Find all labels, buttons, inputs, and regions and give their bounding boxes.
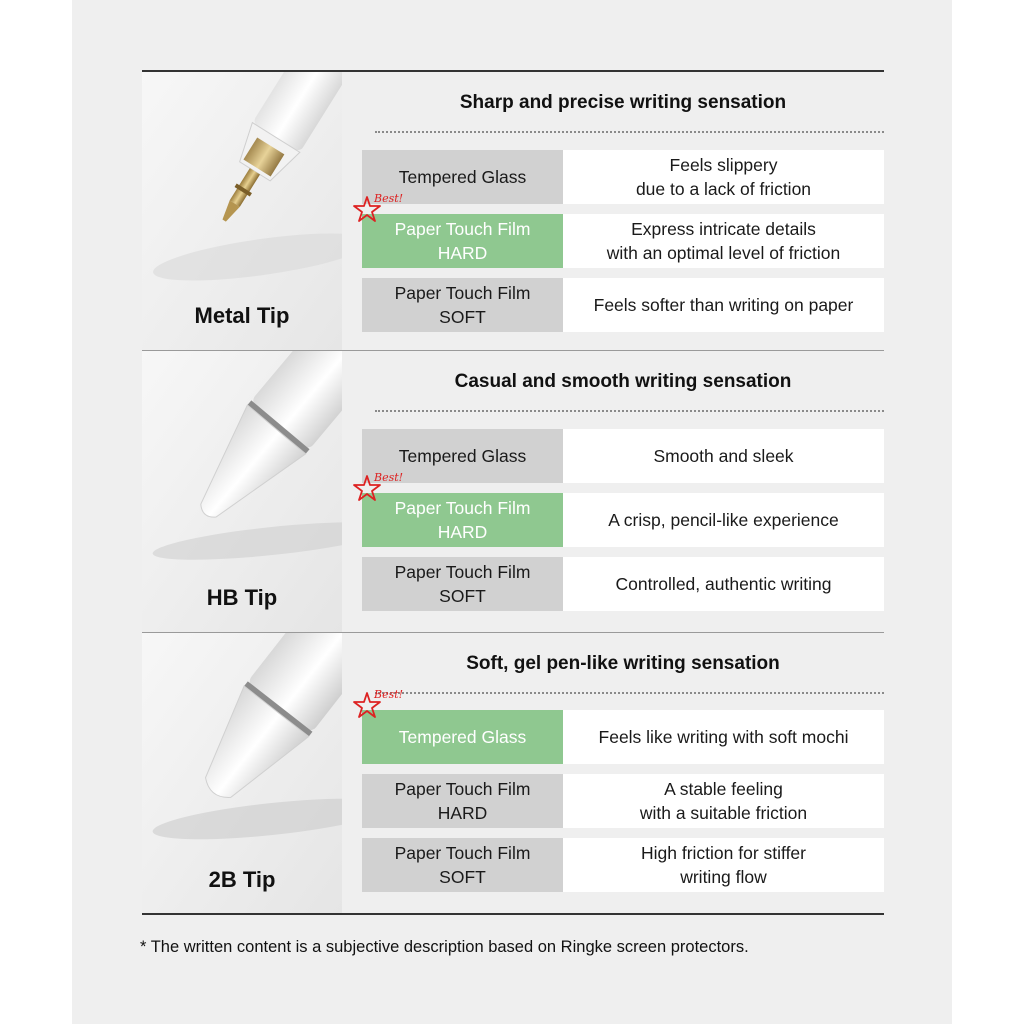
comparison-row xyxy=(362,150,884,204)
film-name: Paper Touch Film xyxy=(394,498,531,518)
description-line: Feels slippery xyxy=(669,155,778,175)
tip-label: 2B Tip xyxy=(208,867,276,892)
film-name: Tempered Glass xyxy=(398,167,527,187)
description-cell xyxy=(563,710,884,764)
description-cell xyxy=(563,429,884,483)
comparison-row xyxy=(362,838,884,892)
description-line: Smooth and sleek xyxy=(653,446,794,466)
description-line: High friction for stiffer xyxy=(640,843,806,863)
film-type-cell xyxy=(362,493,563,547)
dotted-divider xyxy=(375,692,884,694)
comparison-row xyxy=(362,774,884,828)
comparison-row xyxy=(362,278,884,332)
best-label: Best! xyxy=(374,471,404,484)
film-type-cell xyxy=(362,557,563,611)
description-cell xyxy=(563,278,884,332)
description-line: Feels softer than writing on paper xyxy=(593,295,854,315)
film-grade: SOFT xyxy=(439,867,486,887)
film-type-cell xyxy=(362,710,563,764)
description-cell xyxy=(563,493,884,547)
description-line: writing flow xyxy=(680,867,767,887)
film-name: Paper Touch Film xyxy=(394,219,531,239)
bottom-divider xyxy=(142,913,884,915)
section-title: Sharp and precise writing sensation xyxy=(459,92,787,113)
film-type-cell xyxy=(362,278,563,332)
section-2b-tip xyxy=(142,633,884,913)
best-label: Best! xyxy=(374,688,404,701)
film-name: Paper Touch Film xyxy=(394,779,531,799)
comparison-row xyxy=(362,557,884,611)
film-grade: SOFT xyxy=(439,307,486,327)
film-type-cell xyxy=(362,150,563,204)
dotted-divider xyxy=(375,410,884,412)
description-line: with a suitable friction xyxy=(639,803,808,823)
description-cell xyxy=(563,150,884,204)
description-line: Controlled, authentic writing xyxy=(615,574,832,594)
section-title: Soft, gel pen-like writing sensation xyxy=(466,653,780,674)
description-line: Express intricate details xyxy=(631,219,816,239)
film-grade: HARD xyxy=(437,803,488,823)
section-metal-tip xyxy=(142,72,884,350)
description-line: due to a lack of friction xyxy=(635,179,812,199)
film-name: Paper Touch Film xyxy=(394,283,531,303)
dotted-divider xyxy=(375,131,884,133)
film-grade: SOFT xyxy=(439,586,486,606)
best-label: Best! xyxy=(374,192,404,205)
comparison-row-best xyxy=(362,471,884,547)
comparison-row xyxy=(362,429,884,483)
comparison-row-best xyxy=(362,688,884,764)
description-line: Feels like writing with soft mochi xyxy=(598,727,849,747)
film-type-cell xyxy=(362,429,563,483)
description-line: A crisp, pencil-like experience xyxy=(608,510,839,530)
film-type-cell xyxy=(362,214,563,268)
film-name: Paper Touch Film xyxy=(394,562,531,582)
film-name: Paper Touch Film xyxy=(394,843,531,863)
description-cell xyxy=(563,214,884,268)
film-type-cell xyxy=(362,774,563,828)
film-grade: HARD xyxy=(437,522,488,542)
description-cell xyxy=(563,838,884,892)
film-name: Tempered Glass xyxy=(398,727,527,747)
section-title: Casual and smooth writing sensation xyxy=(454,371,792,392)
section-hb-tip xyxy=(142,351,884,632)
comparison-row-best xyxy=(362,192,884,268)
description-cell xyxy=(563,774,884,828)
film-grade: HARD xyxy=(437,243,488,263)
film-type-cell xyxy=(362,838,563,892)
description-cell xyxy=(563,557,884,611)
film-name: Tempered Glass xyxy=(398,446,527,466)
footnote: * The written content is a subjective description based on Ringke screen protectors. xyxy=(140,938,749,956)
description-line: with an optimal level of friction xyxy=(606,243,841,263)
description-line: A stable feeling xyxy=(664,779,783,799)
tip-label: Metal Tip xyxy=(194,303,290,328)
tip-label: HB Tip xyxy=(206,585,278,610)
